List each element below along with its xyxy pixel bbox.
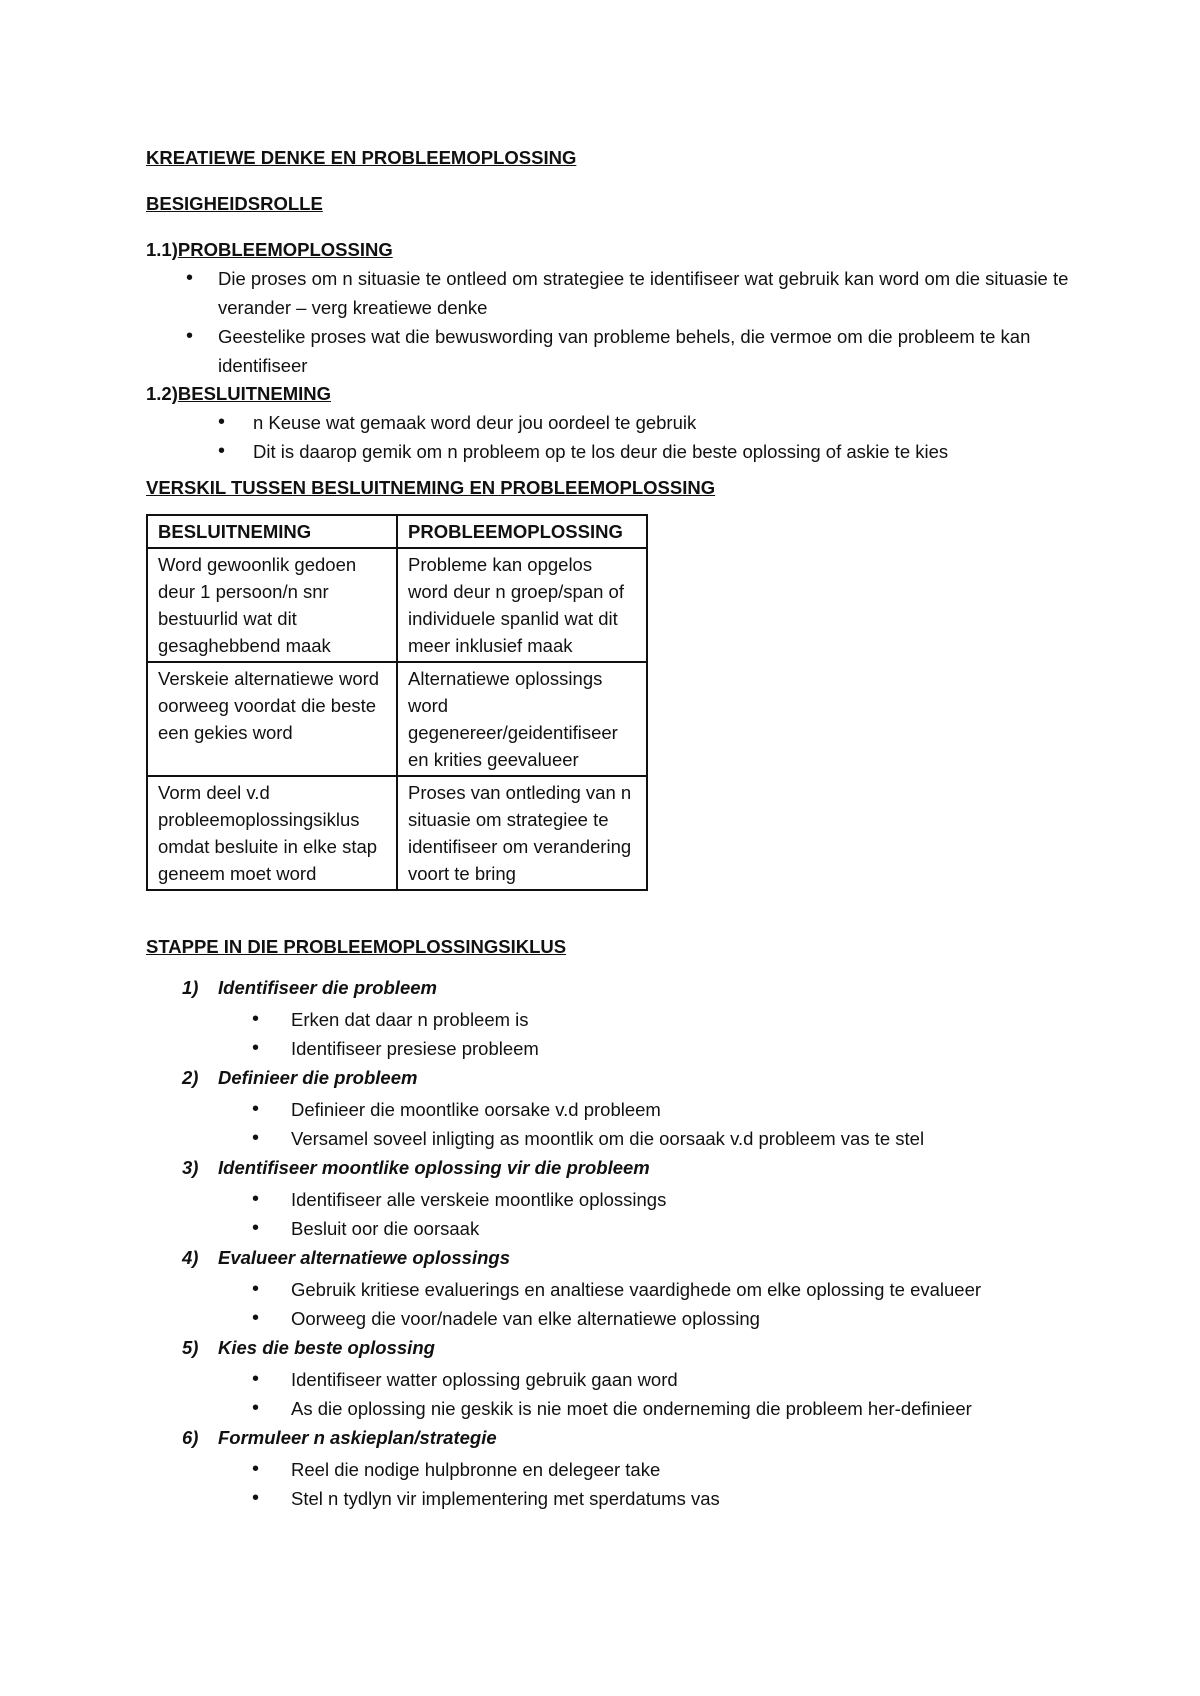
list-item: • Besluit oor die oorsaak [146,1214,1076,1243]
comparison-heading: VERSKIL TUSSEN BESLUITNEMING EN PROBLEEMOPLOSSING [146,477,716,498]
step-title [146,1243,1076,1273]
table-cell: Alternatiewe oplossings word gegenereer/geidentifiseer en krities geevalueer [397,662,647,776]
list-item: • Oorweeg die voor/nadele van elke alternatiewe oplossing [146,1304,1076,1333]
list-item: • Identifiseer watter oplossing gebruik gaan word [146,1365,1076,1394]
bullet-list [146,408,1076,466]
step-title [146,1423,1076,1453]
table-cell: Word gewoonlik gedoen deur 1 persoon/n snr bestuurlid wat dit gesaghebbend maak [147,548,397,662]
step-number: 3) [182,1157,199,1178]
list-item: • n Keuse wat gemaak word deur jou oordeel te gebruik [146,408,1076,437]
list-item: • Identifiseer alle verskeie moontlike oplossings [146,1185,1076,1214]
section-title: BESLUITNEMING [177,383,332,404]
list-item: • Geestelike proses wat die bewuswording van probleme behels, die vermoe om die probleem te kan identifiseer [146,322,1076,380]
step-item [146,1423,1076,1513]
step-title-text: Formuleer n askieplan/strategie [218,1427,497,1448]
list-item: • Identifiseer presiese probleem [146,1034,1076,1063]
table-cell: Vorm deel v.d probleemoplossingsiklus omdat besluite in elke stap geneem moet word [147,776,397,890]
step-item [146,1243,1076,1333]
step-number: 2) [182,1067,199,1088]
step-title [146,1153,1076,1183]
table-header-row [147,515,647,548]
section-number: 1.2) [146,383,178,404]
step-item [146,973,1076,1063]
list-item: • Stel n tydlyn vir implementering met sperdatums vas [146,1484,1076,1513]
table-row [147,548,647,662]
step-title [146,1063,1076,1093]
step-number: 1) [182,977,199,998]
step-title-text: Evalueer alternatiewe oplossings [218,1247,510,1268]
table-cell: Proses van ontleding van n situasie om strategiee te identifiseer om verandering voort te bring [397,776,647,890]
list-item: • Dit is daarop gemik om n probleem op te los deur die beste oplossing of askie te kies [146,437,1076,466]
step-bullets [146,1365,1076,1423]
steps-list [146,973,1076,1513]
document-page [146,146,1076,1513]
step-title [146,973,1076,1003]
list-item: • Gebruik kritiese evaluerings en analtiese vaardighede om elke oplossing te evalueer [146,1275,1076,1304]
section-title: PROBLEEMOPLOSSING [177,239,393,260]
table-header-cell: PROBLEEMOPLOSSING [397,515,647,548]
step-title-text: Definieer die probleem [218,1067,418,1088]
list-item: • Versamel soveel inligting as moontlik om die oorsaak v.d probleem vas te stel [146,1124,1076,1153]
step-item [146,1153,1076,1243]
list-item: • Die proses om n situasie te ontleed om strategiee te identifiseer wat gebruik kan word om die situasie te verander – verg kreatiewe denke [146,264,1076,322]
list-item: • As die oplossing nie geskik is nie moet die onderneming die probleem her-definieer [146,1394,1076,1423]
step-bullets [146,1275,1076,1333]
table-cell: Verskeie alternatiewe word oorweeg voordat die beste een gekies word [147,662,397,776]
step-bullets [146,1185,1076,1243]
section-number: 1.1) [146,239,178,260]
step-bullets [146,1005,1076,1063]
list-item: • Definieer die moontlike oorsake v.d probleem [146,1095,1076,1124]
document-title: KREATIEWE DENKE EN PROBLEEMOPLOSSING [146,147,577,168]
table-cell: Probleme kan opgelos word deur n groep/span of individuele spanlid wat dit meer inklusief maak [397,548,647,662]
steps-heading: STAPPE IN DIE PROBLEEMOPLOSSINGSIKLUS [146,936,567,957]
step-number: 5) [182,1337,199,1358]
step-item [146,1333,1076,1423]
step-title-text: Identifiseer moontlike oplossing vir die probleem [218,1157,650,1178]
step-bullets [146,1455,1076,1513]
step-item [146,1063,1076,1153]
step-title-text: Kies die beste oplossing [218,1337,435,1358]
step-number: 6) [182,1427,199,1448]
step-title [146,1333,1076,1363]
list-item: • Erken dat daar n probleem is [146,1005,1076,1034]
table-row [147,776,647,890]
table-row [147,662,647,776]
list-item: • Reel die nodige hulpbronne en delegeer take [146,1455,1076,1484]
step-number: 4) [182,1247,199,1268]
document-subtitle: BESIGHEIDSROLLE [146,193,323,214]
comparison-table [146,514,648,891]
bullet-list [146,264,1076,380]
section-heading-probleemoplossing [146,238,1076,262]
step-bullets [146,1095,1076,1153]
table-header-cell: BESLUITNEMING [147,515,397,548]
step-title-text: Identifiseer die probleem [218,977,437,998]
section-heading-besluitneming [146,382,1076,406]
